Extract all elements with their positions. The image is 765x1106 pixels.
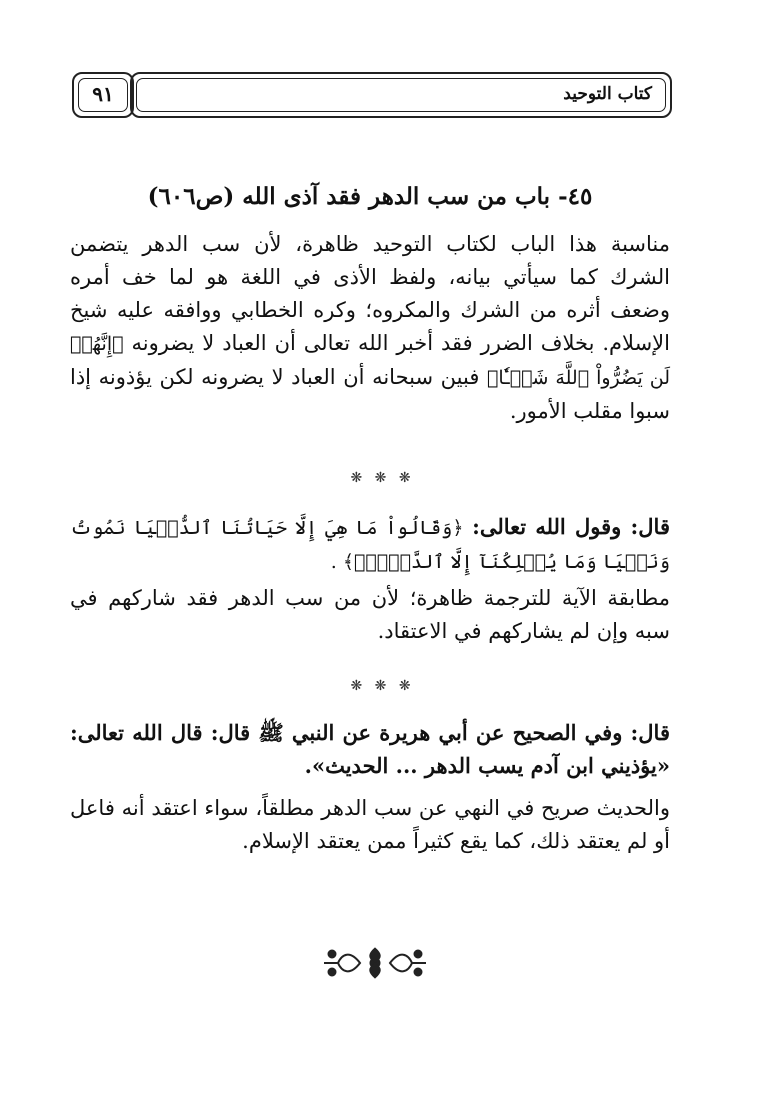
section-2-lead: قال: وفي الصحيح عن أبي هريرة عن النبي ﷺ قال: قال الله تعالى: «يؤذيني ابن آدم يسب الدهر ... الحديث». <box>70 720 670 778</box>
intro-conclusion: فبين سبحانه أن العباد لا يضرونه لكن يؤذونه إذا سبوا مقلب الأمور. <box>70 365 670 423</box>
page-number: ٩١ <box>92 82 114 106</box>
chapter-title: ٤٥- باب من سب الدهر فقد آذى الله (ص٦٠٦) <box>147 183 593 210</box>
section-1-lead: قال: وقول الله تعالى: <box>472 514 670 539</box>
page-number-box <box>72 72 134 118</box>
intro-quran-verse: ﴿إِنَّهُمۡ لَن يَضُرُّواْ ٱللَّهَ شَيۡـٔٗا﴾ <box>70 333 670 389</box>
intro-text: مناسبة هذا الباب لكتاب التوحيد ظاهرة، لأن سب الدهر يتضمن الشرك كما سيأتي بيانه، ولفظ الأذى في اللغة هو لما خف أمره وضعف أثره من الشرك والمكروه؛ وكره الخطابي ووافقه عليه شيخ الإسلام. بخلاف الضرر فقد أخبر الله تعالى أن العباد لا يضرونه <box>70 232 670 355</box>
section-1 <box>70 510 670 579</box>
floral-ornament-icon <box>320 940 430 986</box>
section-1-comment: مطابقة الآية للترجمة ظاهرة؛ لأن من سب الدهر فقد شاركهم في سبه وإن لم يشاركهم في الاعتقاد. <box>70 586 670 643</box>
book-title: كتاب التوحيد <box>563 84 652 104</box>
section-1-quran-verse: ﴿وَقَالُواْ مَا هِيَ إِلَّا حَيَاتُنَا ٱلدُّنۡيَا نَمُوتُ وَنَحۡيَا وَمَا يُهۡلِكُنَآ إِلَّا ٱلدَّهۡرُۚ﴾ . <box>70 517 670 573</box>
section-2-comment: والحديث صريح في النهي عن سب الدهر مطلقاً، سواء اعتقد أنه فاعل أو لم يعتقد ذلك، كما يقع كثيراً ممن يعتقد الإسلام. <box>70 796 670 853</box>
running-header <box>130 72 672 118</box>
section-separator: ❋ ❋ ❋ <box>350 678 415 694</box>
chapter-intro <box>70 228 670 428</box>
section-separator: ❋ ❋ ❋ <box>350 470 415 486</box>
